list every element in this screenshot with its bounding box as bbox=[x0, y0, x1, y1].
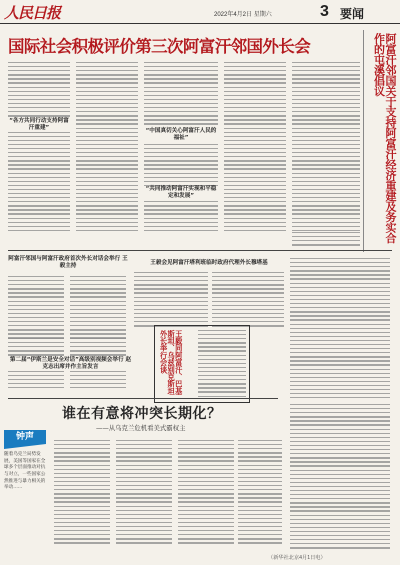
masthead bbox=[0, 0, 400, 24]
mid-left-title: 阿富汗邻国与阿富汗政府首次外长对话会举行 王毅主持 bbox=[8, 256, 128, 269]
lead-subhead-1: “各方共同行动支持阿富汗重建” bbox=[9, 118, 69, 131]
commentary-subtitle: ——从乌克兰危机看美式霸权主 bbox=[96, 424, 186, 432]
mid-left-col-1 bbox=[8, 276, 64, 342]
column-tag: 钟声 bbox=[4, 430, 46, 444]
dateline: 2022年4月2日 星期六 bbox=[214, 12, 272, 18]
lead-column-5 bbox=[292, 62, 360, 234]
lead-headline: 国际社会积极评价第三次阿富汗邻国外长会 bbox=[8, 37, 311, 56]
right-story-headline: 阿富汗邻国关于支持阿富汗经济重建及务实合作的屯溪倡议 bbox=[372, 33, 397, 243]
lower-left-title: 第二届“伊斯兰是安全对话”高级别视频会举行 赵克志出席并作主旨发言 bbox=[9, 357, 132, 370]
lead-column-3 bbox=[144, 62, 218, 234]
commentary-col-3 bbox=[178, 440, 234, 546]
boxed-story-title: 王毅同阿富汗、巴基斯坦、乌兹别克斯坦外长举行会谈 bbox=[159, 330, 184, 395]
commentary-col-4 bbox=[238, 440, 282, 546]
mid-left-col-2 bbox=[70, 276, 126, 342]
lead-column-1 bbox=[8, 62, 70, 234]
right-mid-text bbox=[290, 258, 390, 401]
right-story-tail bbox=[292, 232, 360, 248]
lead-rule bbox=[8, 250, 392, 251]
lead-subhead-3: “共同推动阿富汗实现和平稳定和发展” bbox=[145, 186, 217, 199]
right-column-rule bbox=[363, 30, 364, 252]
commentary-intro: 随着乌克兰局势发展，美国等国家在全球多个层面推动对抗与对立，一些国家公然推进与暴力相关的举动…… bbox=[4, 452, 46, 491]
lead-column-2 bbox=[76, 62, 138, 234]
page-number: 3 bbox=[320, 3, 329, 20]
boxed-story-text bbox=[198, 330, 246, 400]
commentary-rule bbox=[8, 398, 278, 399]
page-section-name: 要闻 bbox=[340, 7, 365, 21]
commentary-col-1 bbox=[54, 440, 110, 546]
mid-center-col-1 bbox=[134, 272, 208, 329]
mid-center-title: 王毅会见阿富汗塔利班临时政府代理外长穆塔基 bbox=[150, 260, 268, 266]
lead-subhead-2: “中国真切关心阿富汗人民的福祉” bbox=[145, 128, 217, 141]
mid-center-col-2 bbox=[212, 272, 284, 329]
column-tag-mark bbox=[4, 444, 46, 449]
right-lower-text bbox=[290, 404, 390, 551]
lead-column-4 bbox=[224, 62, 286, 234]
commentary-headline: 谁在有意将冲突长期化？ bbox=[62, 406, 222, 422]
footer-credit: （新华社北京4月1日电） bbox=[268, 555, 326, 561]
commentary-col-2 bbox=[116, 440, 172, 546]
newspaper-logo: 人民日报 bbox=[4, 4, 61, 22]
